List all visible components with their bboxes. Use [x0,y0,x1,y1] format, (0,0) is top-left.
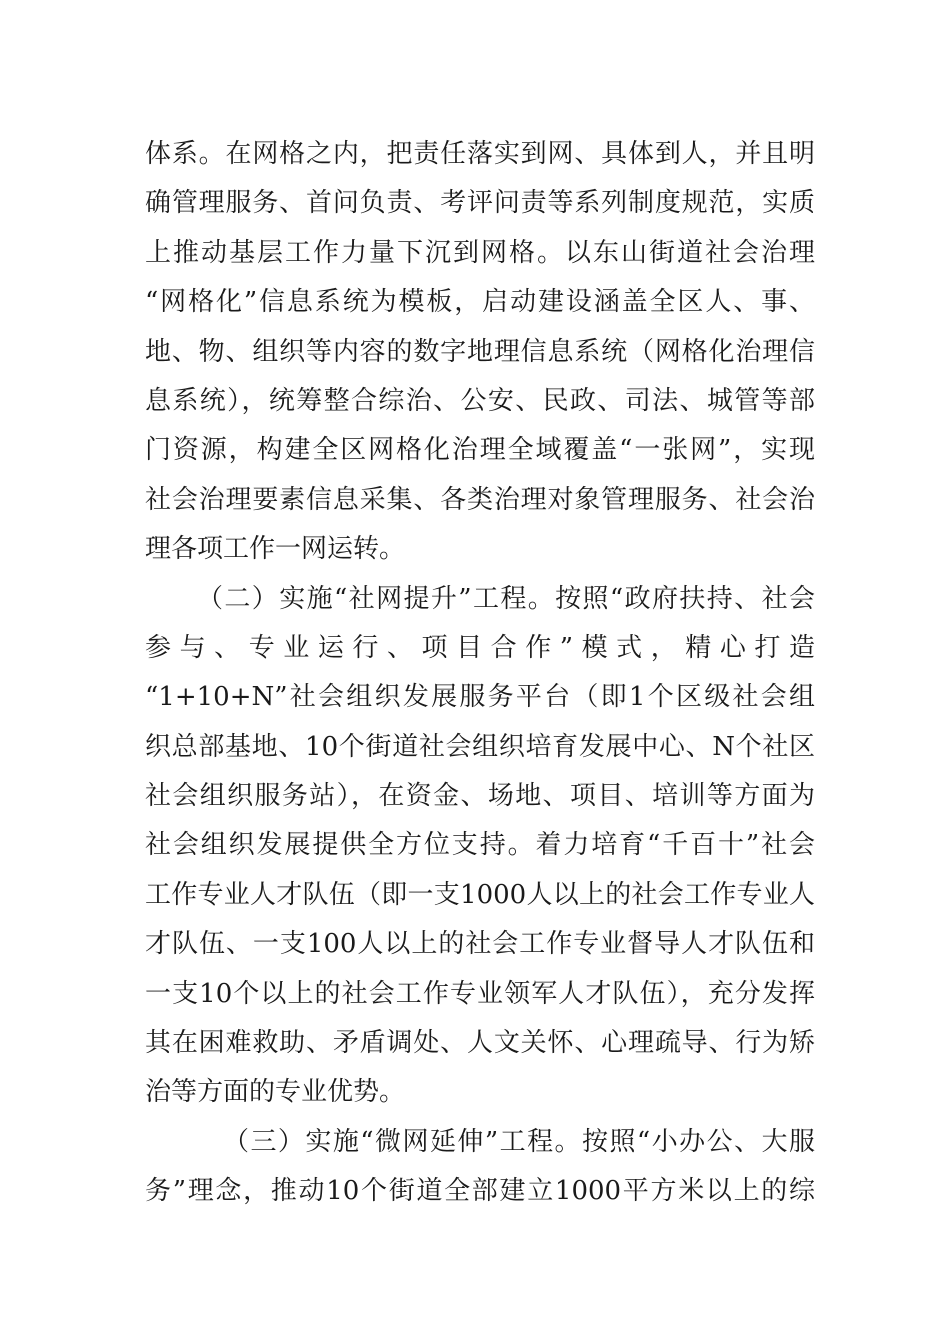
text-line: 工作专业人才队伍（即一支1000人以上的社会工作专业人 [145,879,815,910]
text-line: 其在困难救助、矛盾调处、人文关怀、心理疏导、行为矫 [145,1028,815,1059]
text-line: “网格化”信息系统为模板，启动建设涵盖全区人、事、 [145,287,815,318]
text-line: 社会组织服务站），在资金、场地、项目、培训等方面为 [145,781,815,812]
text-line: 息系统），统筹整合综治、公安、民政、司法、城管等部 [145,385,815,416]
text-line: 才队伍、一支100人以上的社会工作专业督导人才队伍和 [145,929,815,960]
text-line: （二）实施“社网提升”工程。按照“政府扶持、社会 [197,583,815,614]
text-line: 织总部基地、10个街道社会组织培育发展中心、N个社区 [145,731,815,762]
text-line: 确管理服务、首问负责、考评问责等系列制度规范，实质 [145,188,815,219]
text-line: （三）实施“微网延伸”工程。按照“小办公、大服 [223,1126,815,1157]
text-line: 理各项工作一网运转。 [145,534,406,565]
text-line: 治等方面的专业优势。 [145,1077,406,1108]
text-line: 地、物、组织等内容的数字地理信息系统（网格化治理信 [145,336,815,367]
text-line: 一支10个以上的社会工作专业领军人才队伍），充分发挥 [145,978,815,1009]
text-line: 务”理念，推动10个街道全部建立1000平方米以上的综 [145,1176,815,1207]
text-line: 参与、专业运行、项目合作”模式，精心打造 [145,632,815,663]
text-line: 门资源，构建全区网格化治理全域覆盖“一张网”，实现 [145,435,815,466]
text-line: 社会治理要素信息采集、各类治理对象管理服务、社会治 [145,484,815,515]
text-line: 上推动基层工作力量下沉到网格。以东山街道社会治理 [145,237,815,268]
text-line: “1+10+N”社会组织发展服务平台（即1个区级社会组 [145,682,815,713]
document-body [145,130,815,1217]
text-line: 体系。在网格之内，把责任落实到网、具体到人，并且明 [145,139,815,169]
text-line: 社会组织发展提供全方位支持。着力培育“千百十”社会 [145,830,815,861]
